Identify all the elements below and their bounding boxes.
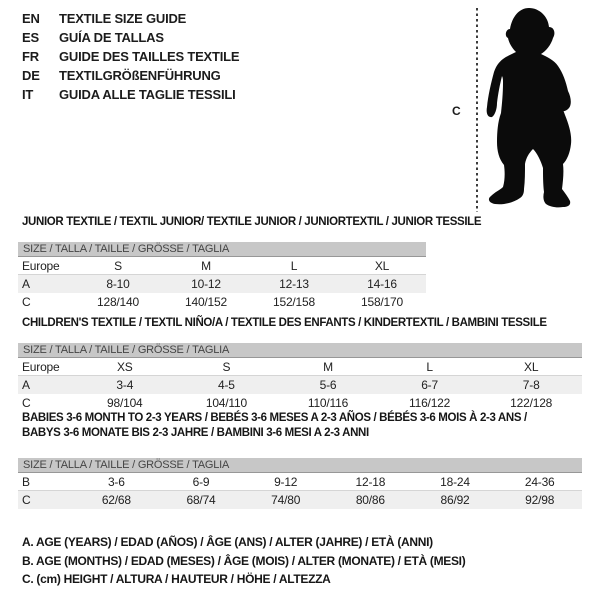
- row-label: Europe: [22, 258, 60, 273]
- size-value-cell: 98/104: [107, 396, 143, 410]
- babies-size-table: [18, 458, 582, 509]
- size-value-cell: L: [290, 258, 298, 273]
- size-value-cell: 140/152: [185, 295, 227, 309]
- note-age-years: A. AGE (YEARS) / EDAD (AÑOS) / ÂGE (ANS) / ALTER (JAHRE) / ETÀ (ANNI): [22, 535, 433, 549]
- table-row-europe: [18, 358, 582, 376]
- legend-notes: [22, 533, 465, 589]
- size-value-cell: 68/74: [186, 493, 216, 507]
- row-label: C: [22, 493, 31, 507]
- size-value-cell: 104/110: [205, 396, 247, 410]
- row-label: C: [22, 396, 31, 410]
- language-code: FR: [22, 49, 39, 64]
- junior-table-rows: [18, 257, 426, 311]
- babies-table-title-line2: BABYS 3-6 MONATE BIS 2-3 JAHRE / BAMBINI 3-6 MESI A 2-3 ANNI: [22, 427, 369, 439]
- size-value-cell: XL: [374, 258, 390, 273]
- children-table-title: CHILDREN'S TEXTILE / TEXTIL NIÑO/A / TEXTILE DES ENFANTS / KINDERTEXTIL / BAMBINI TESSILE: [22, 317, 547, 329]
- note-height-cm: C. (cm) HEIGHT / ALTURA / HAUTEUR / HÖHE / ALTEZZA: [22, 572, 331, 586]
- size-value-cell: XS: [116, 359, 133, 374]
- table-row-c: [18, 394, 582, 412]
- babies-table-rows: [18, 473, 582, 509]
- size-value-cell: 152/158: [273, 295, 315, 309]
- size-value-cell: 6-7: [421, 378, 438, 392]
- size-value-cell: 80/86: [355, 493, 385, 507]
- language-row: [22, 47, 239, 66]
- row-label: B: [22, 474, 30, 489]
- row-label: A: [22, 277, 30, 291]
- size-value-cell: 18-24: [440, 474, 470, 489]
- size-value-cell: 4-5: [218, 378, 235, 392]
- table-row-c: [18, 293, 426, 311]
- size-value-cell: 86/92: [440, 493, 470, 507]
- size-value-cell: 14-16: [367, 277, 397, 291]
- baby-silhouette-icon: [486, 5, 598, 211]
- size-value-cell: 7-8: [522, 378, 540, 392]
- table-row-c: [18, 491, 582, 509]
- size-value-cell: 116/122: [409, 396, 451, 410]
- size-header-bar: SIZE / TALLA / TAILLE / GRÖSSE / TAGLIA: [18, 343, 582, 358]
- guide-title: GUIDA ALLE TAGLIE TESSILI: [59, 87, 236, 102]
- children-size-table: [18, 343, 582, 412]
- language-row: [22, 66, 239, 85]
- size-value-cell: L: [426, 359, 433, 374]
- children-table-rows: [18, 358, 582, 412]
- language-code: EN: [22, 11, 40, 26]
- size-value-cell: 9-12: [274, 474, 298, 489]
- row-label: A: [22, 378, 30, 392]
- size-value-cell: 122/128: [510, 396, 553, 410]
- size-value-cell: 8-10: [106, 277, 130, 291]
- guide-title: GUÍA DE TALLAS: [59, 30, 164, 45]
- babies-table-title: [22, 411, 527, 441]
- language-code: IT: [22, 87, 34, 102]
- size-value-cell: S: [222, 359, 231, 374]
- size-value-cell: 10-12: [191, 277, 221, 291]
- row-label: C: [22, 295, 31, 309]
- language-row: [22, 28, 239, 47]
- size-value-cell: S: [114, 258, 122, 273]
- size-value-cell: 3-4: [116, 378, 134, 392]
- height-dotted-line: [476, 8, 478, 212]
- table-row-a: [18, 376, 582, 394]
- junior-size-table: [18, 242, 426, 311]
- size-value-cell: M: [201, 258, 211, 273]
- size-header-bar: SIZE / TALLA / TAILLE / GRÖSSE / TAGLIA: [18, 242, 426, 257]
- language-code: DE: [22, 68, 40, 83]
- note-age-months: B. AGE (MONTHS) / EDAD (MESES) / ÂGE (MOIS) / ALTER (MONATE) / ETÀ (MESI): [22, 553, 466, 568]
- size-value-cell: 110/116: [307, 396, 349, 410]
- size-value-cell: 92/98: [525, 493, 555, 507]
- table-row-a: [18, 275, 426, 293]
- size-value-cell: 12-13: [279, 277, 309, 291]
- guide-title: GUIDE DES TAILLES TEXTILE: [59, 49, 240, 64]
- babies-table-title-line1: BABIES 3-6 MONTH TO 2-3 YEARS / BEBÉS 3-6 MESES A 2-3 AÑOS / BÉBÉS 3-6 MOIS À 2-3 ANS /: [22, 412, 527, 424]
- row-label: Europe: [22, 359, 60, 374]
- size-value-cell: 3-6: [107, 474, 125, 489]
- table-row-b: [18, 473, 582, 491]
- size-value-cell: XL: [524, 359, 539, 374]
- size-value-cell: 12-18: [355, 474, 386, 489]
- size-header-bar: SIZE / TALLA / TAILLE / GRÖSSE / TAGLIA: [18, 458, 582, 473]
- language-code: ES: [22, 30, 39, 45]
- guide-title: TEXTILGRÖßENFÜHRUNG: [59, 68, 221, 83]
- size-value-cell: 6-9: [192, 474, 210, 489]
- language-row: [22, 85, 239, 104]
- table-row-europe: [18, 257, 426, 275]
- size-value-cell: M: [323, 359, 333, 374]
- size-value-cell: 24-36: [524, 474, 555, 489]
- junior-table-title: JUNIOR TEXTILE / TEXTIL JUNIOR/ TEXTILE JUNIOR / JUNIORTEXTIL / JUNIOR TESSILE: [22, 216, 482, 228]
- height-measure-label: C: [452, 104, 461, 118]
- guide-title: TEXTILE SIZE GUIDE: [59, 11, 187, 26]
- size-value-cell: 5-6: [319, 378, 337, 392]
- language-title-list: [22, 9, 239, 104]
- size-value-cell: 62/68: [101, 493, 131, 507]
- size-value-cell: 128/140: [97, 295, 139, 309]
- size-value-cell: 158/170: [361, 295, 403, 309]
- size-value-cell: 74/80: [271, 493, 301, 507]
- language-row: [22, 9, 239, 28]
